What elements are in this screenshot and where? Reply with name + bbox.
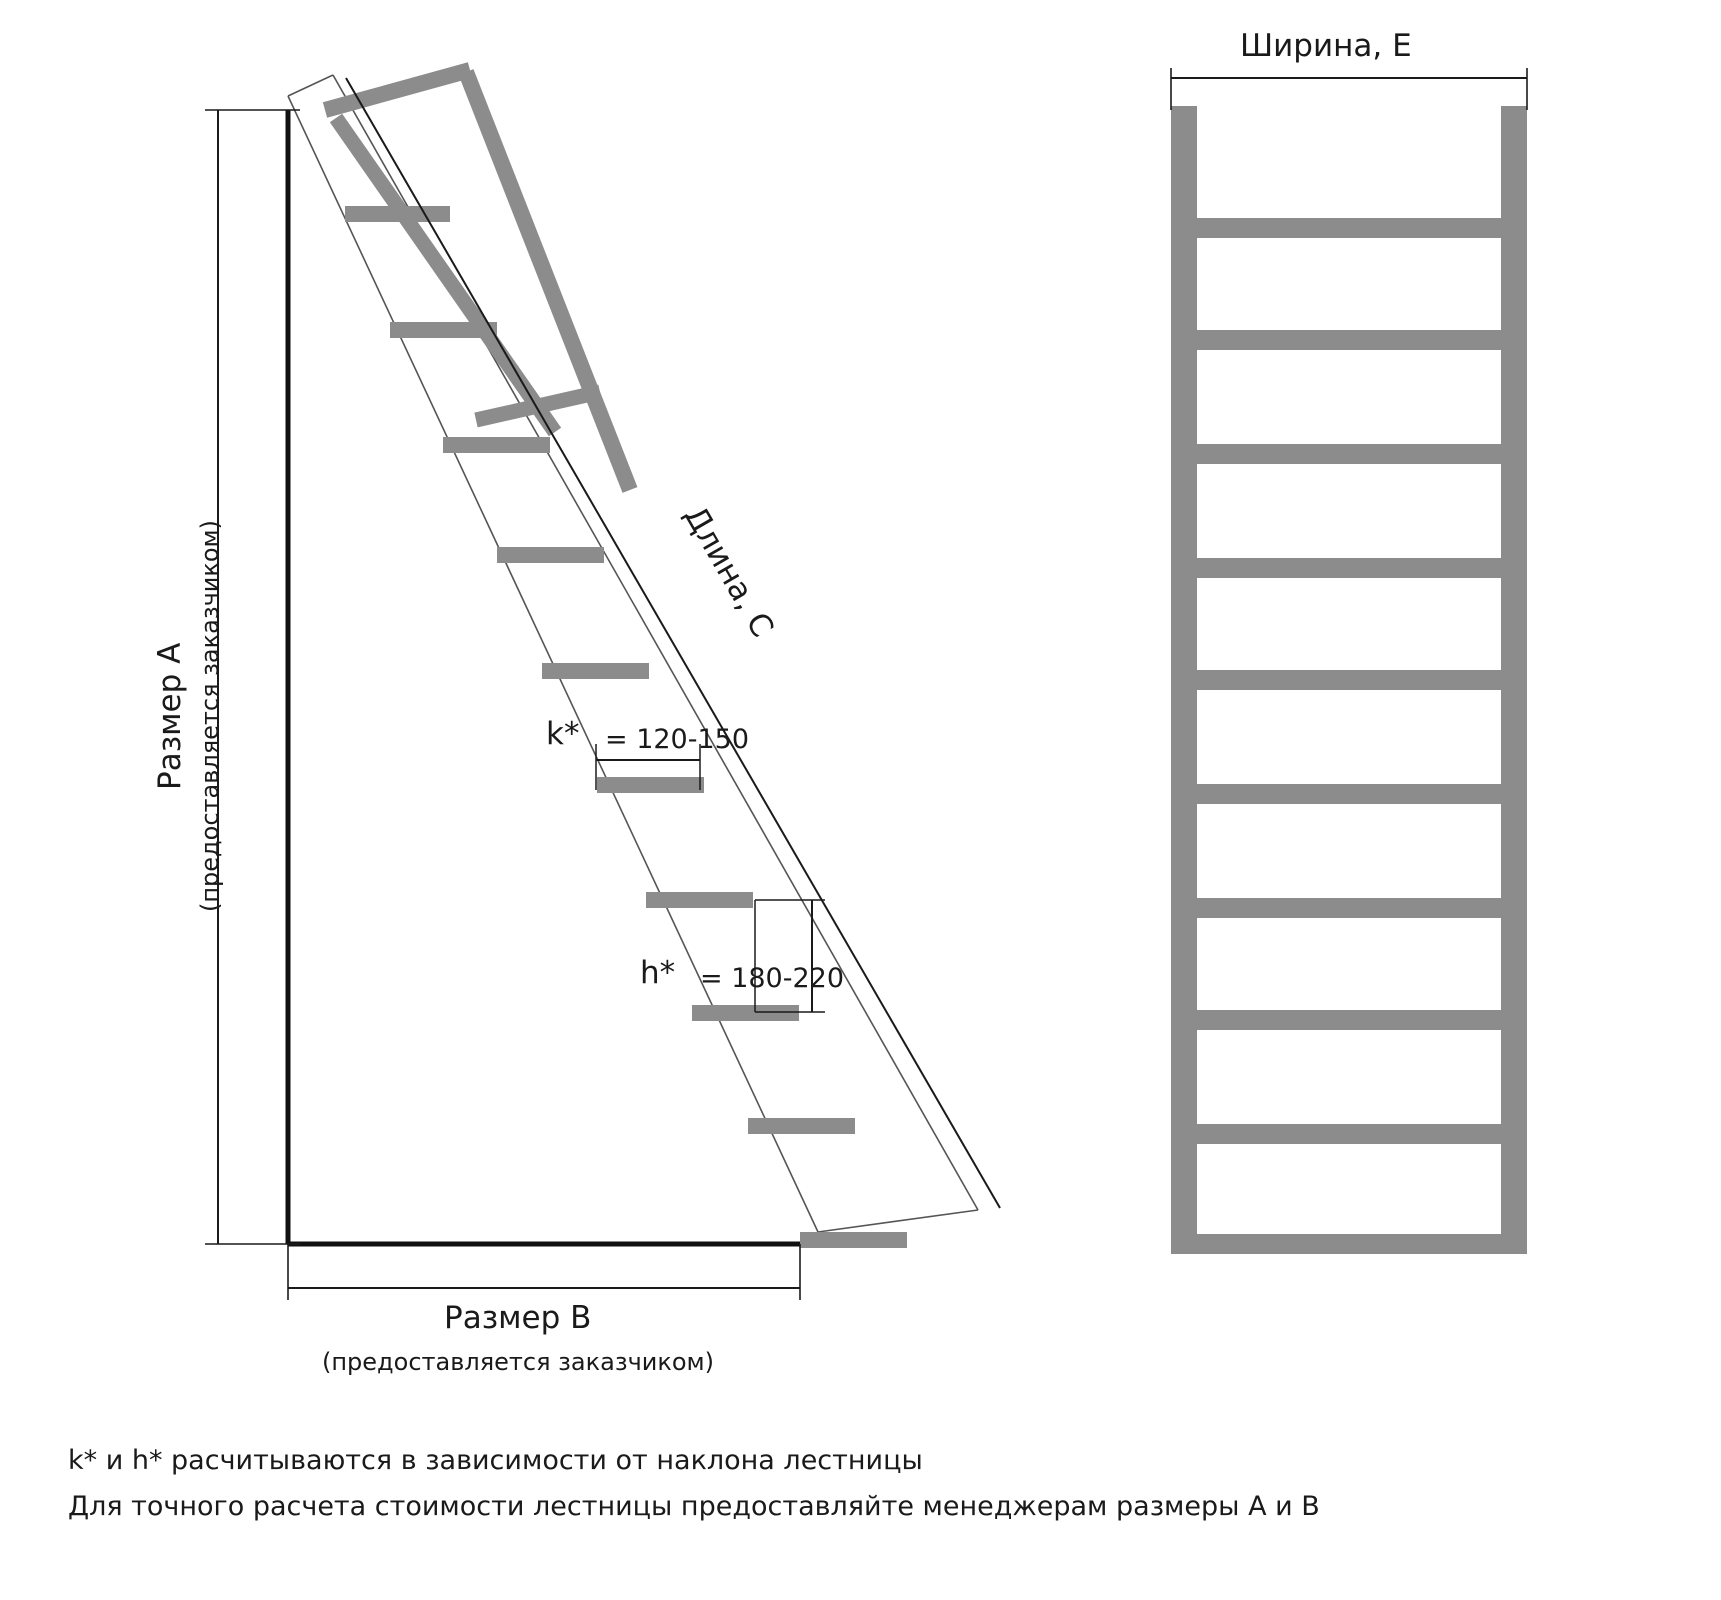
side-rung-7: [646, 892, 753, 908]
front-rung-3: [1171, 444, 1527, 464]
side-rung-3: [443, 437, 550, 453]
side-rung-2: [390, 322, 497, 338]
front-rung-8: [1171, 1010, 1527, 1030]
front-rung-4: [1171, 558, 1527, 578]
stringer-outline-bottom: [818, 1210, 978, 1232]
label-h-value: = 180-220: [700, 963, 845, 994]
side-rung-4: [497, 547, 604, 563]
front-rung-7: [1171, 898, 1527, 918]
top-rail-diagonal-left: [336, 118, 555, 432]
label-size-a: Размер А: [152, 642, 188, 790]
front-view-group: [1171, 68, 1527, 1254]
label-size-b-note: (предоставляется заказчиком): [322, 1348, 715, 1376]
front-rung-6: [1171, 784, 1527, 804]
side-rung-6: [597, 777, 704, 793]
notes-block: [68, 1438, 1568, 1530]
side-rung-9: [748, 1118, 855, 1134]
note-line-2: Для точного расчета стоимости лестницы предоставляйте менеджерам размеры А и В: [68, 1491, 1320, 1522]
top-rail-horizontal: [325, 70, 470, 110]
label-length-c: Длина, С: [676, 500, 781, 644]
front-rung-2: [1171, 330, 1527, 350]
side-rung-1: [345, 206, 450, 222]
label-k-symbol: k*: [546, 716, 580, 752]
front-rung-1: [1171, 218, 1527, 238]
front-rung-10: [1171, 1234, 1527, 1254]
side-rung-10: [800, 1232, 907, 1248]
side-rung-5: [542, 663, 649, 679]
stringer-outline-top: [288, 75, 333, 96]
label-size-a-note: (предоставляется заказчиком): [196, 519, 224, 912]
label-h-symbol: h*: [640, 955, 676, 991]
front-rung-5: [1171, 670, 1527, 690]
side-rung-8: [692, 1005, 799, 1021]
label-size-b: Размер В: [444, 1300, 592, 1336]
label-width-e: Ширина, Е: [1240, 28, 1412, 64]
note-line-1: k* и h* расчитываются в зависимости от наклона лестницы: [68, 1445, 923, 1476]
label-k-value: = 120-150: [605, 724, 750, 755]
side-view-group: [205, 70, 1000, 1300]
dimension-c-line: [346, 78, 1000, 1208]
front-rung-9: [1171, 1124, 1527, 1144]
